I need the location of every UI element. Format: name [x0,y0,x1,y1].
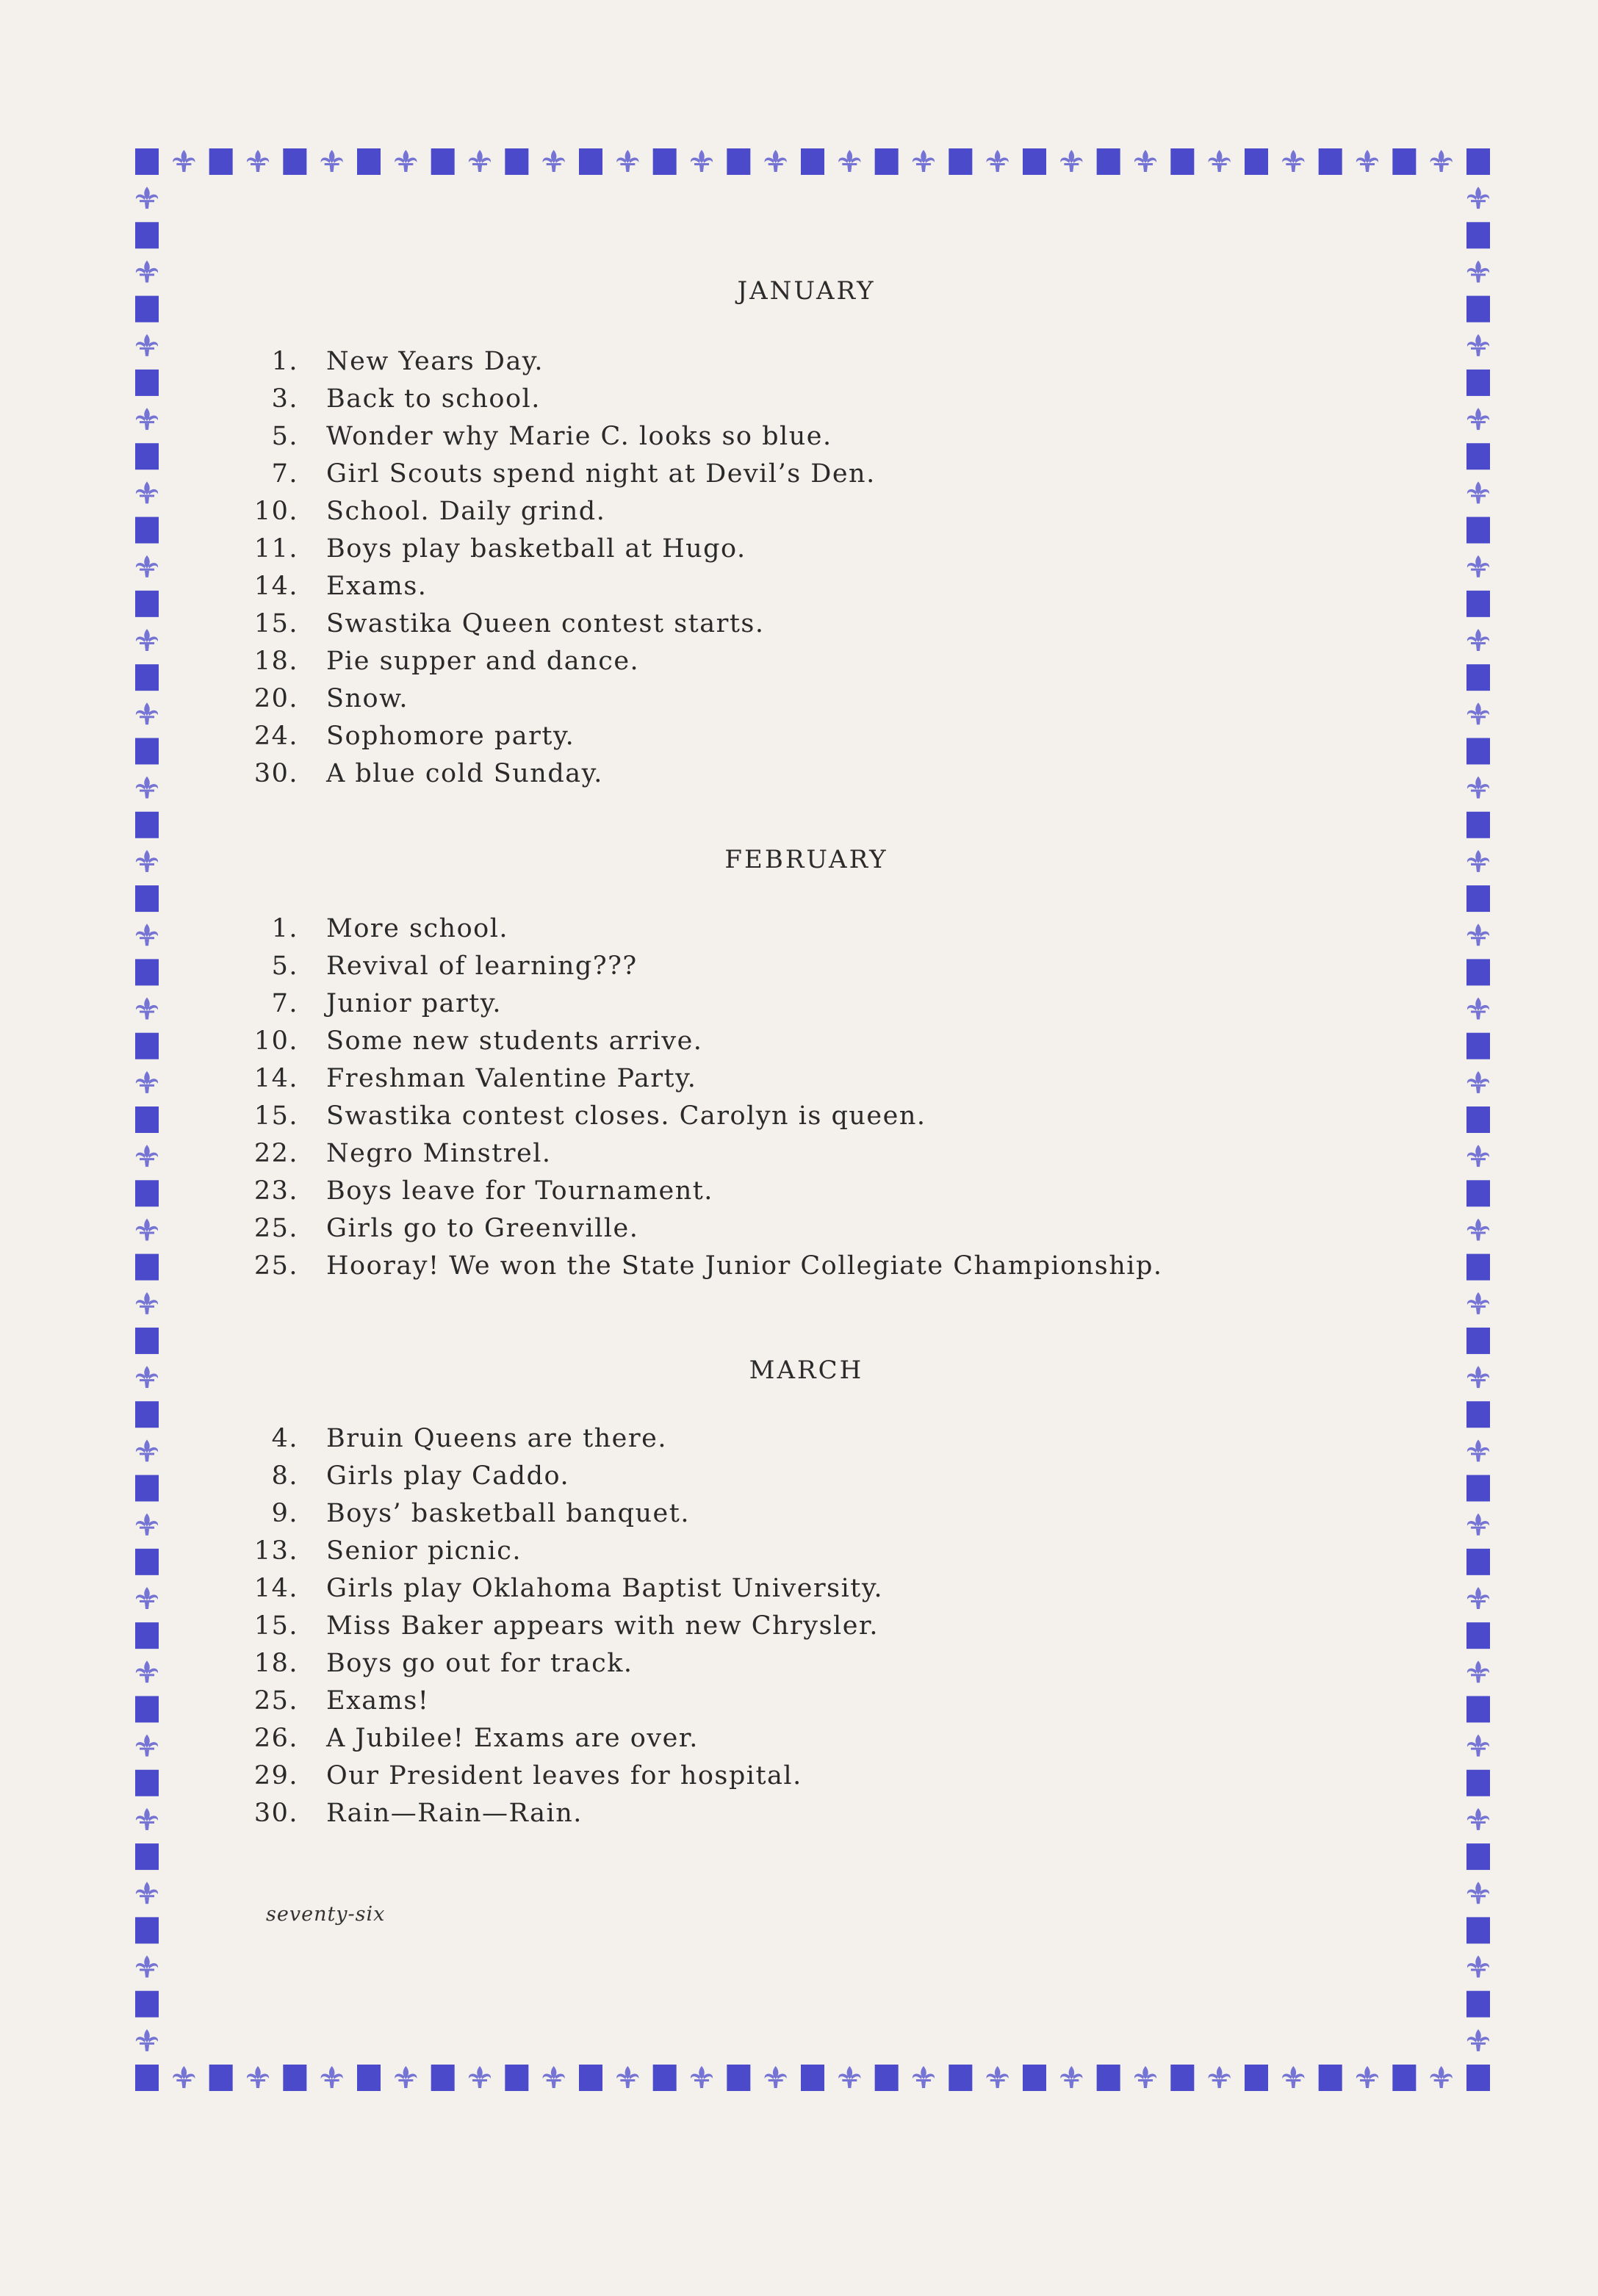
entry-day: 22. [253,1139,298,1168]
calendar-entry [250,1251,1352,1289]
entry-day: 26. [253,1724,298,1753]
entry-day: 3. [271,384,298,414]
calendar-entry [250,1649,1352,1686]
entry-day: 20. [253,684,298,713]
entry-text: Sophomore party. [326,721,575,751]
fleur-de-lis-icon [913,150,935,172]
border-square [1466,959,1490,985]
border-square [135,1991,159,2018]
fleur-de-lis-icon [1209,150,1231,172]
border-square [1466,1549,1490,1575]
fleur-de-lis-icon [1467,1071,1489,1093]
border-square [135,148,159,175]
fleur-de-lis-icon [1467,998,1489,1020]
fleur-de-lis-icon [1356,150,1378,172]
fleur-de-lis-icon [395,2066,417,2088]
entry-text: Negro Minstrel. [326,1139,552,1168]
border-square [1466,1770,1490,1796]
fleur-de-lis-icon [1467,1735,1489,1757]
entry-text: Boys’ basketball banquet. [326,1499,690,1528]
entry-text: School. Daily grind. [326,497,606,526]
border-square [1466,664,1490,691]
fleur-de-lis-icon [136,1292,158,1314]
fleur-de-lis-icon [1430,2066,1453,2088]
entry-day: 10. [253,497,298,526]
border-square [135,1401,159,1428]
border-square [1466,148,1490,175]
fleur-de-lis-icon [1467,1808,1489,1830]
fleur-de-lis-icon [1467,481,1489,503]
border-square [1023,2065,1046,2091]
border-square [1466,1180,1490,1206]
border-square [949,148,972,175]
border-square [209,2065,233,2091]
fleur-de-lis-icon [136,1439,158,1461]
entry-day: 23. [253,1176,298,1206]
border-square [1466,517,1490,544]
fleur-de-lis-icon [987,2066,1009,2088]
entry-text: Some new students arrive. [326,1026,703,1056]
entry-day: 10. [253,1026,298,1056]
entry-text: A blue cold Sunday. [326,759,603,788]
border-square [505,148,528,175]
border-square [949,2065,972,2091]
fleur-de-lis-icon [1467,629,1489,651]
fleur-de-lis-icon [838,150,860,172]
fleur-de-lis-icon [838,2066,860,2088]
entry-day: 14. [253,1574,298,1603]
fleur-de-lis-icon [1467,1882,1489,1904]
entry-text: Hooray! We won the State Junior Collegiate Championship. [326,1251,1163,1281]
fleur-de-lis-icon [136,187,158,209]
fleur-de-lis-icon [1282,2066,1304,2088]
fleur-de-lis-icon [1467,1660,1489,1683]
fleur-de-lis-icon [469,150,491,172]
border-square [875,148,899,175]
entry-day: 7. [271,989,298,1018]
fleur-de-lis-icon [173,2066,195,2088]
calendar-entry [250,422,1352,459]
border-square [135,591,159,617]
border-square [505,2065,528,2091]
entry-text: Rain—Rain—Rain. [326,1799,583,1828]
calendar-entry [250,459,1352,497]
fleur-de-lis-icon [691,150,713,172]
border-square [135,370,159,396]
entry-text: Girls play Caddo. [326,1461,570,1491]
fleur-de-lis-icon [1209,2066,1231,2088]
month-heading-february: FEBRUARY [724,845,888,874]
border-square [1466,1843,1490,1870]
entry-day: 25. [253,1686,298,1716]
fleur-de-lis-icon [1467,924,1489,946]
fleur-de-lis-icon [173,150,195,172]
border-square [653,2065,677,2091]
fleur-de-lis-icon [1430,150,1453,172]
border-square [1466,1106,1490,1133]
calendar-entry [250,721,1352,759]
entry-day: 30. [253,759,298,788]
fleur-de-lis-icon [136,702,158,724]
entry-text: Girl Scouts spend night at Devil’s Den. [326,459,876,489]
fleur-de-lis-icon [1134,2066,1156,2088]
border-square [1466,2065,1490,2091]
border-square [135,885,159,912]
border-square [135,1843,159,1870]
border-square [431,2065,455,2091]
border-square [135,664,159,691]
fleur-de-lis-icon [136,1514,158,1536]
page-number: seventy-six [266,1903,386,1926]
border-square [283,2065,306,2091]
calendar-entry [250,1611,1352,1649]
calendar-entry [250,951,1352,989]
fleur-de-lis-icon [136,1587,158,1609]
border-square [135,1328,159,1354]
entry-text: Back to school. [326,384,541,414]
border-square [1319,148,1342,175]
entry-day: 11. [253,534,298,564]
fleur-de-lis-icon [321,2066,343,2088]
border-square [1245,148,1268,175]
border-square [135,1770,159,1796]
border-square [135,1033,159,1059]
border-square [1466,1917,1490,1943]
fleur-de-lis-icon [1467,1218,1489,1240]
fleur-de-lis-icon [1467,187,1489,209]
border-square [1466,812,1490,838]
border-square [1466,1991,1490,2018]
fleur-de-lis-icon [136,1660,158,1683]
fleur-de-lis-icon [616,2066,638,2088]
fleur-de-lis-icon [1467,1587,1489,1609]
entry-day: 29. [253,1761,298,1791]
march-entries [250,1424,1352,1836]
border-square [1319,2065,1342,2091]
entry-day: 5. [271,422,298,451]
entry-text: Bruin Queens are there. [326,1424,667,1453]
fleur-de-lis-icon [247,2066,269,2088]
border-square [1466,591,1490,617]
fleur-de-lis-icon [136,1218,158,1240]
entry-day: 1. [271,914,298,943]
border-square [653,148,677,175]
border-square [135,1475,159,1502]
fleur-de-lis-icon [136,1956,158,1978]
border-square [1466,370,1490,396]
fleur-de-lis-icon [395,150,417,172]
border-square [1466,1254,1490,1281]
border-square [1466,1622,1490,1649]
calendar-entry [250,1761,1352,1799]
border-square [1170,2065,1194,2091]
fleur-de-lis-icon [136,1808,158,1830]
calendar-entry [250,347,1352,384]
fleur-de-lis-icon [1467,1292,1489,1314]
calendar-entry [250,384,1352,422]
border-square [1170,148,1194,175]
border-square [1466,1328,1490,1354]
entry-day: 18. [253,647,298,676]
february-entries [250,914,1352,1289]
entry-text: Miss Baker appears with new Chrysler. [326,1611,879,1641]
border-square [135,1180,159,1206]
calendar-entry [250,1499,1352,1536]
calendar-entry [250,609,1352,647]
fleur-de-lis-icon [136,1882,158,1904]
entry-day: 25. [253,1214,298,1243]
month-heading-january: JANUARY [737,276,876,306]
entry-text: Swastika contest closes. Carolyn is queen. [326,1101,926,1131]
calendar-entry [250,1461,1352,1499]
entry-day: 4. [271,1424,298,1453]
border-square [135,517,159,544]
fleur-de-lis-icon [1467,1439,1489,1461]
entry-day: 5. [271,951,298,981]
entry-text: Boys go out for track. [326,1649,633,1678]
entry-day: 13. [253,1536,298,1566]
calendar-entry [250,1064,1352,1101]
border-square [135,812,159,838]
fleur-de-lis-icon [469,2066,491,2088]
calendar-entry [250,497,1352,534]
fleur-de-lis-icon [1467,334,1489,356]
fleur-de-lis-icon [1356,2066,1378,2088]
entry-text: Our President leaves for hospital. [326,1761,802,1791]
fleur-de-lis-icon [1467,777,1489,799]
calendar-entry [250,1101,1352,1139]
fleur-de-lis-icon [765,2066,787,2088]
border-square [1466,738,1490,764]
entry-text: Senior picnic. [326,1536,522,1566]
entry-text: Pie supper and dance. [326,647,640,676]
fleur-de-lis-icon [543,2066,565,2088]
fleur-de-lis-icon [136,998,158,1020]
border-square [1097,2065,1120,2091]
fleur-de-lis-icon [1467,408,1489,430]
border-square [801,2065,824,2091]
border-square [135,1549,159,1575]
border-square [1466,1401,1490,1428]
border-square [875,2065,899,2091]
border-square [727,2065,750,2091]
entry-text: Exams! [326,1686,430,1716]
entry-text: Swastika Queen contest starts. [326,609,765,638]
entry-text: A Jubilee! Exams are over. [326,1724,699,1753]
fleur-de-lis-icon [136,1145,158,1167]
border-square [579,148,602,175]
calendar-entry [250,1724,1352,1761]
fleur-de-lis-icon [913,2066,935,2088]
calendar-entry [250,1799,1352,1836]
border-square [357,148,381,175]
calendar-entry [250,647,1352,684]
fleur-de-lis-icon [1467,702,1489,724]
entry-text: Boys leave for Tournament. [326,1176,713,1206]
border-square [1392,2065,1416,2091]
entry-day: 24. [253,721,298,751]
border-square [357,2065,381,2091]
border-square [1097,148,1120,175]
border-square [1466,222,1490,248]
border-square [135,1917,159,1943]
fleur-de-lis-icon [136,1735,158,1757]
border-square [135,1622,159,1649]
fleur-de-lis-icon [1467,1514,1489,1536]
calendar-entry [250,1214,1352,1251]
fleur-de-lis-icon [136,777,158,799]
border-square [135,2065,159,2091]
entry-day: 9. [271,1499,298,1528]
border-square [431,148,455,175]
border-square [135,222,159,248]
entry-text: Girls play Oklahoma Baptist University. [326,1574,884,1603]
calendar-entry [250,1536,1352,1574]
month-heading-march: MARCH [749,1356,864,1385]
fleur-de-lis-icon [136,481,158,503]
entry-day: 30. [253,1799,298,1828]
fleur-de-lis-icon [1060,150,1082,172]
calendar-entry [250,1574,1352,1611]
calendar-entry [250,534,1352,572]
border-square [135,1696,159,1722]
fleur-de-lis-icon [1467,1956,1489,1978]
border-square [1466,1475,1490,1502]
border-square [801,148,824,175]
entry-text: New Years Day. [326,347,544,376]
border-square [135,959,159,985]
border-square [579,2065,602,2091]
fleur-de-lis-icon [691,2066,713,2088]
fleur-de-lis-icon [765,150,787,172]
fleur-de-lis-icon [136,924,158,946]
calendar-entry [250,989,1352,1026]
entry-text: Junior party. [326,989,503,1018]
entry-day: 14. [253,1064,298,1093]
border-square [209,148,233,175]
calendar-entry [250,914,1352,951]
fleur-de-lis-icon [136,408,158,430]
fleur-de-lis-icon [543,150,565,172]
entry-day: 1. [271,347,298,376]
calendar-entry [250,1686,1352,1724]
fleur-de-lis-icon [321,150,343,172]
fleur-de-lis-icon [247,150,269,172]
entry-text: More school. [326,914,509,943]
january-entries [250,347,1352,796]
fleur-de-lis-icon [1467,2029,1489,2051]
entry-text: Freshman Valentine Party. [326,1064,697,1093]
border-square [1245,2065,1268,2091]
entry-text: Snow. [326,684,409,713]
entry-day: 14. [253,572,298,601]
calendar-entry [250,684,1352,721]
border-square [1466,885,1490,912]
calendar-entry [250,1139,1352,1176]
border-square [135,738,159,764]
border-square [1466,1033,1490,1059]
fleur-de-lis-icon [136,334,158,356]
calendar-entry [250,1424,1352,1461]
fleur-de-lis-icon [136,1071,158,1093]
entry-day: 15. [253,1101,298,1131]
entry-text: Exams. [326,572,428,601]
calendar-entry [250,572,1352,609]
border-square [1466,443,1490,469]
entry-day: 15. [253,609,298,638]
border-square [1392,148,1416,175]
entry-text: Boys play basketball at Hugo. [326,534,746,564]
fleur-de-lis-icon [987,150,1009,172]
border-square [135,1254,159,1281]
fleur-de-lis-icon [616,150,638,172]
border-square [1466,1696,1490,1722]
fleur-de-lis-icon [1060,2066,1082,2088]
entry-text: Revival of learning??? [326,951,638,981]
entry-day: 25. [253,1251,298,1281]
entry-day: 7. [271,459,298,489]
calendar-entry [250,1026,1352,1064]
entry-day: 18. [253,1649,298,1678]
entry-text: Girls go to Greenville. [326,1214,639,1243]
fleur-de-lis-icon [1467,555,1489,577]
fleur-de-lis-icon [136,2029,158,2051]
border-square [135,443,159,469]
border-square [1023,148,1046,175]
calendar-entry [250,1176,1352,1214]
calendar-entry [250,759,1352,796]
fleur-de-lis-icon [136,629,158,651]
border-square [727,148,750,175]
fleur-de-lis-icon [136,555,158,577]
entry-day: 8. [271,1461,298,1491]
fleur-de-lis-icon [1134,150,1156,172]
fleur-de-lis-icon [1282,150,1304,172]
fleur-de-lis-icon [1467,1145,1489,1167]
entry-text: Wonder why Marie C. looks so blue. [326,422,832,451]
entry-day: 15. [253,1611,298,1641]
border-square [283,148,306,175]
border-square [135,1106,159,1133]
